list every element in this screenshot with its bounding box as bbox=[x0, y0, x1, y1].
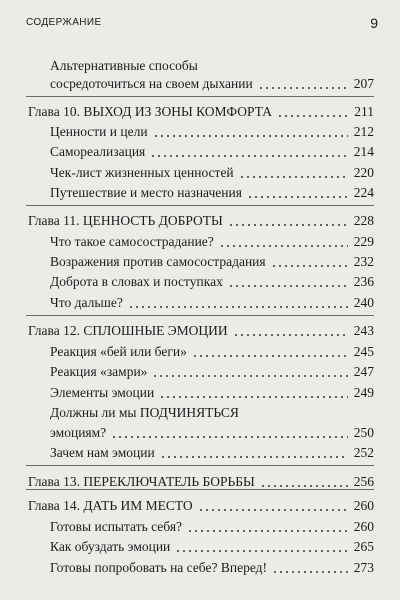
toc-subentry bbox=[0, 164, 374, 182]
dot-leader bbox=[111, 436, 348, 438]
toc-subentry bbox=[0, 384, 374, 402]
dot-leader bbox=[128, 306, 348, 308]
toc-entry-title: Глава 12. СПЛОШНЫЕ ЭМОЦИИ bbox=[28, 323, 228, 338]
dot-leader bbox=[228, 285, 348, 287]
toc-page-number: 207 bbox=[353, 76, 374, 91]
dot-leader bbox=[175, 550, 348, 552]
toc-subentry bbox=[0, 143, 374, 161]
toc-page-number: 243 bbox=[353, 323, 374, 338]
toc-entry-title: Ценности и цели bbox=[50, 124, 148, 139]
toc-entry-title: Что дальше? bbox=[50, 295, 123, 310]
dot-leader bbox=[258, 87, 348, 89]
toc-subentry bbox=[0, 538, 374, 556]
toc-entry-title: Глава 10. ВЫХОД ИЗ ЗОНЫ КОМФОРТА bbox=[28, 104, 272, 119]
running-head-section: СОДЕРЖАНИЕ bbox=[26, 17, 102, 28]
toc-entry-title: Глава 13. ПЕРЕКЛЮЧАТЕЛЬ БОРЬБЫ bbox=[28, 474, 255, 489]
toc-chapter bbox=[0, 322, 374, 340]
toc-chapter bbox=[0, 473, 374, 491]
toc-entry-title: Что такое самосострадание? bbox=[50, 234, 214, 249]
toc-page-number: 273 bbox=[353, 560, 374, 575]
toc-page-number: 260 bbox=[353, 519, 374, 534]
toc-page-number: 249 bbox=[353, 385, 374, 400]
toc-page-number: 236 bbox=[353, 274, 374, 289]
divider-rule bbox=[26, 96, 374, 97]
toc-page-number: 232 bbox=[353, 254, 374, 269]
dot-leader bbox=[228, 224, 348, 226]
toc-entry-title: Путешествие и место назначения bbox=[50, 185, 242, 200]
dot-leader bbox=[272, 571, 348, 573]
dot-leader bbox=[219, 245, 348, 247]
toc-subentry bbox=[0, 444, 374, 462]
toc-subentry bbox=[0, 294, 374, 312]
divider-rule bbox=[26, 205, 374, 206]
dot-leader bbox=[247, 196, 348, 198]
toc-subentry bbox=[0, 233, 374, 251]
divider-rule bbox=[26, 315, 374, 316]
dot-leader bbox=[239, 176, 348, 178]
toc-subentry bbox=[0, 424, 374, 442]
toc-chapter bbox=[0, 497, 374, 515]
toc-page-number: 250 bbox=[353, 425, 374, 440]
toc-entry-title: Должны ли мы ПОДЧИНЯТЬСЯ bbox=[50, 405, 239, 420]
toc-entry-title: эмоциям? bbox=[50, 425, 107, 440]
toc-entry-title: Доброта в словах и поступках bbox=[50, 274, 223, 289]
toc-page-number: 260 bbox=[353, 498, 374, 513]
toc-entry-title: Чек-лист жизненных ценностей bbox=[50, 165, 234, 180]
toc-subentry bbox=[0, 559, 374, 577]
dot-leader bbox=[271, 265, 348, 267]
divider-rule bbox=[26, 465, 374, 466]
toc-page-number: 247 bbox=[353, 364, 374, 379]
toc-entry-title: Готовы попробовать на себе? Вперед! bbox=[50, 560, 268, 575]
dot-leader bbox=[233, 334, 348, 336]
dot-leader bbox=[187, 530, 348, 532]
dot-leader bbox=[198, 509, 348, 511]
toc-entry-title: Элементы эмоции bbox=[50, 385, 155, 400]
toc-chapter bbox=[0, 212, 374, 230]
dot-leader bbox=[192, 355, 348, 357]
toc-subentry bbox=[0, 343, 374, 361]
toc-page-number: 220 bbox=[353, 165, 374, 180]
toc-subentry bbox=[0, 184, 374, 202]
toc-page-number: 228 bbox=[353, 213, 374, 228]
toc-entry-title: Реакция «замри» bbox=[50, 364, 148, 379]
dot-leader bbox=[260, 485, 348, 487]
toc-entry-title: Глава 14. ДАТЬ ИМ МЕСТО bbox=[28, 498, 193, 513]
toc-subentry bbox=[0, 123, 374, 141]
toc-entry-title: Зачем нам эмоции bbox=[50, 445, 155, 460]
dot-leader bbox=[150, 155, 348, 157]
toc-page-number: 252 bbox=[353, 445, 374, 460]
toc-entry-title: Возражения против самосострадания bbox=[50, 254, 266, 269]
toc-entry-title: Как обуздать эмоции bbox=[50, 539, 171, 554]
toc-subentry bbox=[0, 404, 374, 422]
toc-page-number: 265 bbox=[353, 539, 374, 554]
toc-subentry bbox=[0, 273, 374, 291]
toc-entry-title: сосредоточиться на своем дыхании bbox=[50, 76, 253, 91]
page-header bbox=[26, 16, 378, 36]
page-number: 9 bbox=[370, 15, 378, 31]
dot-leader bbox=[277, 115, 348, 117]
toc-entry-title: Готовы испытать себя? bbox=[50, 519, 183, 534]
dot-leader bbox=[153, 135, 348, 137]
toc-page-number: 256 bbox=[353, 474, 374, 489]
toc-subentry bbox=[0, 363, 374, 381]
toc-page-number: 212 bbox=[353, 124, 374, 139]
toc-page-number: 240 bbox=[353, 295, 374, 310]
toc-chapter bbox=[0, 103, 374, 121]
toc-subentry bbox=[0, 253, 374, 271]
toc-subentry bbox=[0, 75, 374, 93]
toc-page-number: 245 bbox=[353, 344, 374, 359]
toc-entry-title: Альтернативные способы bbox=[50, 58, 198, 73]
toc-subentry bbox=[0, 57, 374, 75]
toc-page-number: 224 bbox=[353, 185, 374, 200]
toc-page-number: 214 bbox=[353, 144, 374, 159]
toc-subentry bbox=[0, 518, 374, 536]
toc-entry-title: Глава 11. ЦЕННОСТЬ ДОБРОТЫ bbox=[28, 213, 223, 228]
toc-page-number: 229 bbox=[353, 234, 374, 249]
dot-leader bbox=[152, 375, 348, 377]
dot-leader bbox=[160, 456, 348, 458]
toc-entry-title: Реакция «бей или беги» bbox=[50, 344, 187, 359]
toc-entry-title: Самореализация bbox=[50, 144, 146, 159]
dot-leader bbox=[159, 396, 348, 398]
toc-page-number: 211 bbox=[354, 104, 374, 119]
